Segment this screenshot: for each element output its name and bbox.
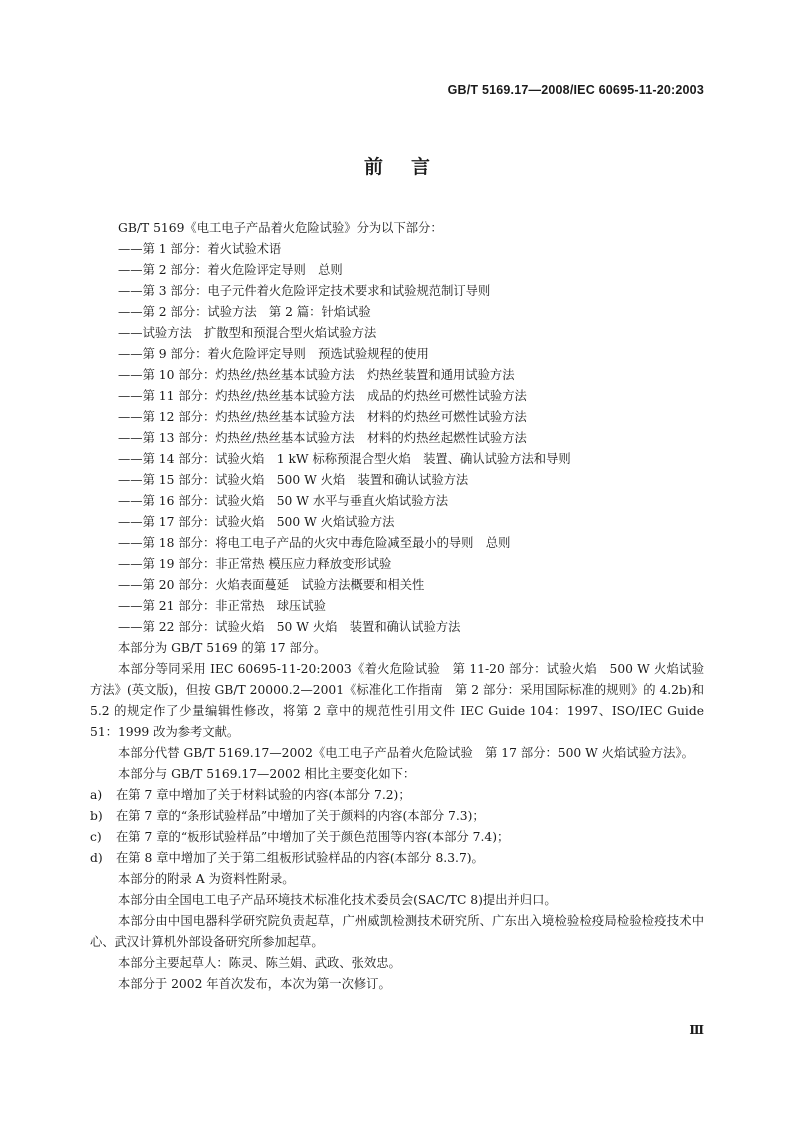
drafting-organization-paragraph: 本部分由中国电器科学研究院负责起草，广州威凯检测技术研究所、广东出入境检验检疫局检验检疫技术中心、武汉计算机外部设备研究所参加起草。: [90, 914, 704, 949]
parts-list: [90, 239, 704, 638]
page-number: Ⅲ: [689, 1023, 704, 1037]
part-item: ——第 19 部分：非正常热 模压应力释放变形试验: [118, 557, 392, 571]
part-item: ——第 20 部分：火焰表面蔓延 试验方法概要和相关性: [118, 578, 425, 592]
change-item-text: 在第 7 章中增加了关于材料试验的内容(本部分 7.2)；: [116, 788, 411, 802]
change-item: [90, 806, 704, 827]
part-item: ——第 21 部分：非正常热 球压试验: [118, 599, 326, 613]
part-item: ——第 15 部分：试验火焰 500 W 火焰 装置和确认试验方法: [118, 473, 469, 487]
part-item: ——第 13 部分：灼热丝/热丝基本试验方法 材料的灼热丝起燃性试验方法: [118, 431, 527, 445]
history-paragraph: 本部分于 2002 年首次发布，本次为第一次修订。: [118, 977, 391, 991]
change-item-text: 在第 7 章的“板形试验样品”中增加了关于颜色范围等内容(本部分 7.4)；: [116, 830, 510, 844]
changes-intro-paragraph: 本部分与 GB/T 5169.17—2002 相比主要变化如下：: [118, 767, 416, 781]
part-item: ——第 3 部分：电子元件着火危险评定技术要求和试验规范制订导则: [118, 284, 491, 298]
part-item: ——第 2 部分：试验方法 第 2 篇：针焰试验: [118, 305, 371, 319]
foreword-body: [90, 218, 704, 995]
part-17-paragraph: 本部分为 GB/T 5169 的第 17 部分。: [118, 641, 327, 655]
change-item: [90, 827, 704, 848]
change-item-marker: c): [90, 830, 102, 844]
drafters-paragraph: 本部分主要起草人：陈灵、陈兰娟、武政、张效忠。: [118, 956, 401, 970]
part-item: ——第 18 部分：将电工电子产品的火灾中毒危险减至最小的导则 总则: [118, 536, 511, 550]
part-item: ——第 14 部分：试验火焰 1 kW 标称预混合型火焰 装置、确认试验方法和导则: [118, 452, 571, 466]
replaces-paragraph: 本部分代替 GB/T 5169.17—2002《电工电子产品着火危险试验 第 17 部分：500 W 火焰试验方法》。: [118, 746, 694, 760]
part-item: ——第 16 部分：试验火焰 50 W 水平与垂直火焰试验方法: [118, 494, 449, 508]
change-item-text: 在第 7 章的“条形试验样品”中增加了关于颜料的内容(本部分 7.3)；: [116, 809, 485, 823]
part-item: ——第 10 部分：灼热丝/热丝基本试验方法 灼热丝装置和通用试验方法: [118, 368, 515, 382]
part-item: ——第 17 部分：试验火焰 500 W 火焰试验方法: [118, 515, 395, 529]
part-item: ——第 9 部分：着火危险评定导则 预选试验规程的使用: [118, 347, 429, 361]
proposed-by-paragraph: 本部分由全国电工电子产品环境技术标准化技术委员会(SAC/TC 8)提出并归口。: [118, 893, 557, 907]
standard-code-header: GB/T 5169.17—2008/IEC 60695-11-20:2003: [447, 83, 704, 97]
page-title: 前言: [363, 156, 458, 178]
part-item: ——第 22 部分：试验火焰 50 W 火焰 装置和确认试验方法: [118, 620, 461, 634]
part-item: ——第 12 部分：灼热丝/热丝基本试验方法 材料的灼热丝可燃性试验方法: [118, 410, 527, 424]
change-item: [90, 785, 704, 806]
equivalent-adoption-paragraph: 本部分等同采用 IEC 60695-11-20:2003《着火危险试验 第 11-20 部分：试验火焰 500 W 火焰试验方法》(英文版)，但按 GB/T 20000.2—2001《标准化工作指南 第 2 部分：采用国际标准的规则》的 4.2b)和 5.2 的规定作了少量编辑性修改，将第 2 章中的规范性引用文件 IEC Guide 104：1997、ISO/IEC Guide 51：1999 改为参考文献。: [90, 662, 704, 739]
change-item-marker: b): [90, 809, 103, 823]
intro-paragraph: GB/T 5169《电工电子产品着火危险试验》分为以下部分：: [118, 221, 443, 235]
part-item: ——第 2 部分：着火危险评定导则 总则: [118, 263, 343, 277]
changes-list: [90, 785, 704, 869]
part-item: ——第 11 部分：灼热丝/热丝基本试验方法 成品的灼热丝可燃性试验方法: [118, 389, 527, 403]
change-item-text: 在第 8 章中增加了关于第二组板形试验样品的内容(本部分 8.3.7)。: [116, 851, 484, 865]
change-item: [90, 848, 704, 869]
change-item-marker: d): [90, 851, 103, 865]
annex-paragraph: 本部分的附录 A 为资料性附录。: [118, 872, 295, 886]
part-item: ——第 1 部分：着火试验术语: [118, 242, 282, 256]
part-item: ——试验方法 扩散型和预混合型火焰试验方法: [118, 326, 377, 340]
change-item-marker: a): [90, 788, 103, 802]
